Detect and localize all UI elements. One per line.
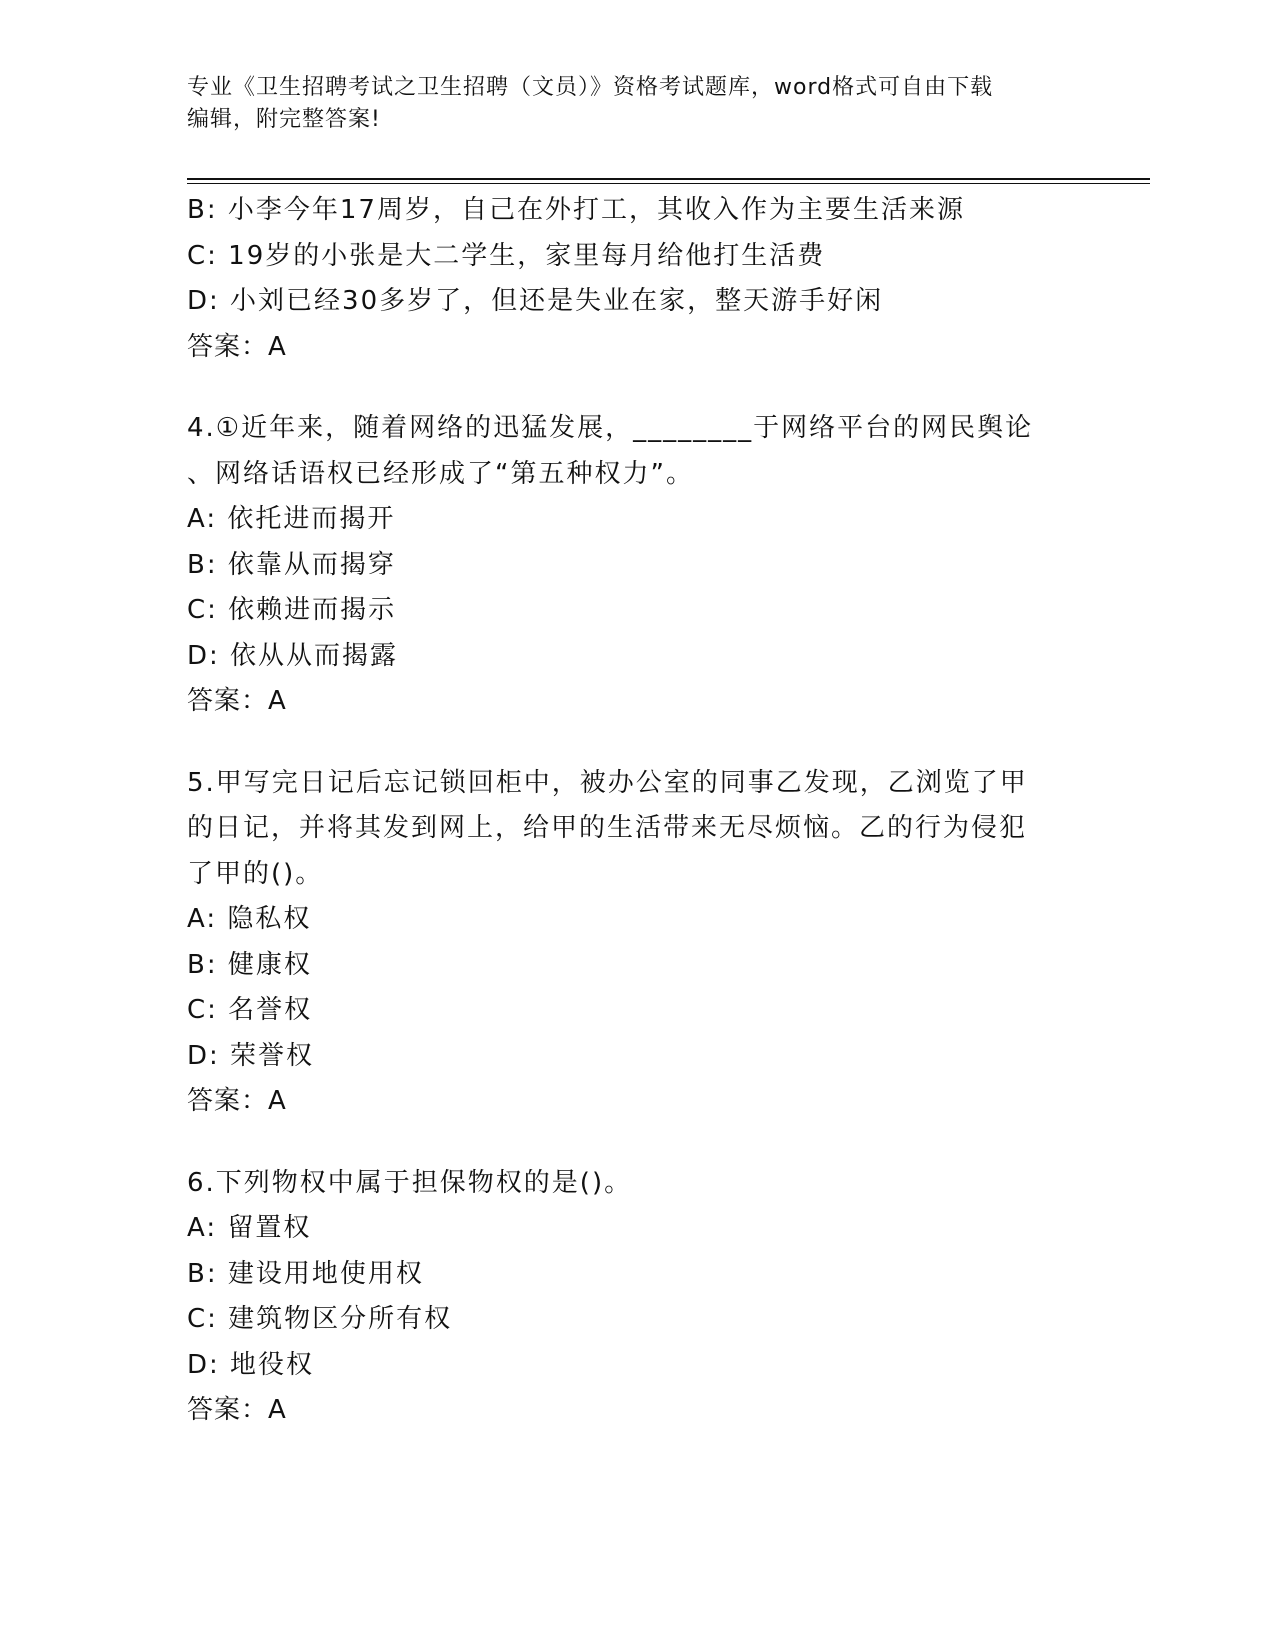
option-d: D: 地役权 [187,1349,315,1380]
option-d: D: 依从从而揭露 [187,640,399,671]
option-b: B: 依靠从而揭穿 [187,549,396,580]
question-5 [187,761,1087,1125]
option-c: C: 名誉权 [187,995,313,1025]
option-a: A: 依托进而揭开 [187,504,396,534]
question-4 [187,406,1087,725]
question-6 [187,1161,1087,1434]
question-list [187,188,1087,1434]
option-b: B: 健康权 [187,949,312,980]
option-c: C: 建筑物区分所有权 [187,1304,453,1334]
header-line-2: 编辑，附完整答案! [187,107,381,132]
answer-label: 答案：A [187,331,287,362]
header-rule-thin [187,183,1150,184]
header-rule-thick [187,178,1150,180]
header-line-1: 专业《卫生招聘考试之卫生招聘（文员）》资格考试题库，word格式可自由下载 [187,75,994,100]
question-text-line: 6.下列物权中属于担保物权的是()。 [187,1167,633,1198]
option-a: A: 隐私权 [187,904,312,934]
answer-label: 答案：A [187,686,287,716]
question-text-line: 了甲的()。 [187,858,324,889]
option-c: C: 19岁的小张是大二学生，家里每月给他打生活费 [187,240,826,271]
answer-label: 答案：A [187,1395,287,1425]
option-d: D: 荣誉权 [187,1040,315,1071]
question-text-line: 、网络话语权已经形成了“第五种权力”。 [187,458,694,489]
option-c: C: 依赖进而揭示 [187,595,397,625]
question-3 [187,188,1087,370]
option-b: B: 小李今年17周岁，自己在外打工，其收入作为主要生活来源 [187,195,965,225]
question-text-line: 5.甲写完日记后忘记锁回柜中，被办公室的同事乙发现，乙浏览了甲 [187,767,1028,798]
option-a: A: 留置权 [187,1213,312,1243]
question-text-line: 的日记，并将其发到网上，给甲的生活带来无尽烦恼。乙的行为侵犯 [187,813,1028,843]
document-header [187,72,1067,136]
answer-label: 答案：A [187,1086,287,1116]
option-d: D: 小刘已经30多岁了，但还是失业在家，整天游手好闲 [187,286,884,316]
question-text-line: 4.①近年来，随着网络的迅猛发展，________于网络平台的网民舆论 [187,413,1034,443]
option-b: B: 建设用地使用权 [187,1258,424,1289]
